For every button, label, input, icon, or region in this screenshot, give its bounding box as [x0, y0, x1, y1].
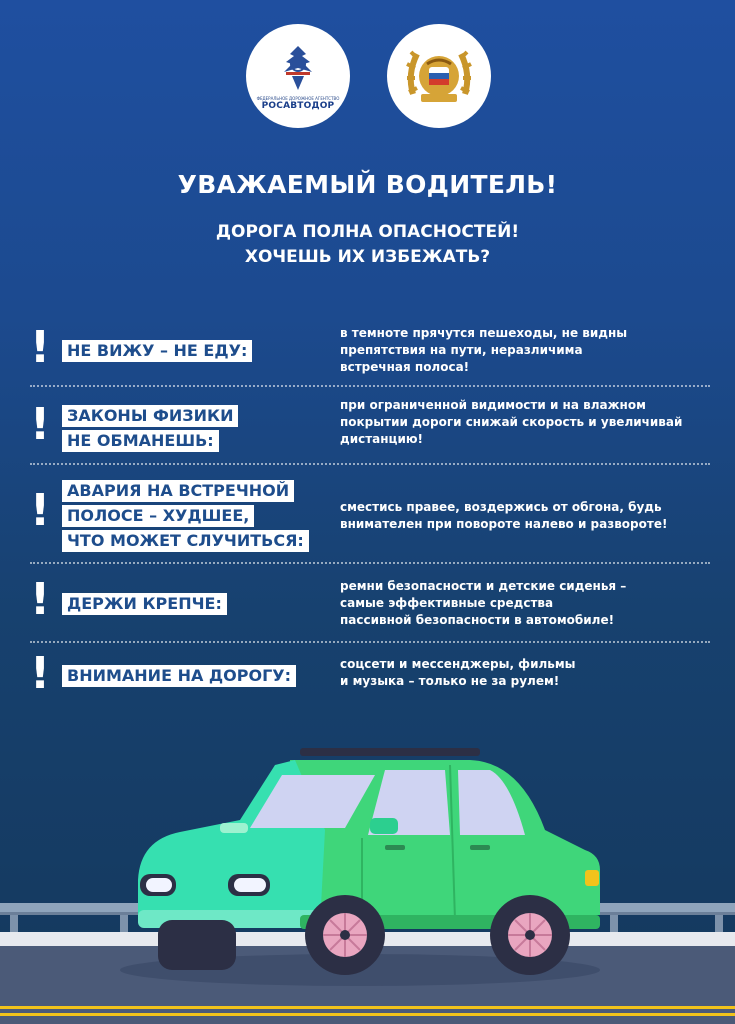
tip-label-line: НЕ ВИЖУ – НЕ ЕДУ:	[62, 340, 252, 362]
page-subtitle	[0, 220, 735, 270]
tip-description-line: встречная полоса!	[340, 360, 470, 374]
dotted-divider	[30, 562, 710, 564]
tip-description-line: самые эффективные средства	[340, 596, 554, 610]
tip-description-line: покрытии дороги снижай скорость и увеличивай	[340, 415, 683, 429]
exclamation-icon: !	[30, 322, 51, 373]
rosavtodor-emblem-icon	[276, 42, 320, 94]
exclamation-icon: !	[30, 574, 51, 625]
logo-agency-text: ФЕДЕРАЛЬНОЕ ДОРОЖНОЕ АГЕНТСТВО	[256, 95, 340, 101]
tip-label	[62, 480, 309, 555]
tip-description-line: в темноте прячутся пешеходы, не видны	[340, 326, 628, 340]
exclamation-icon: !	[30, 485, 51, 536]
tip-label-line: НЕ ОБМАНЕШЬ:	[62, 430, 219, 452]
tip-description-line: и музыка – только не за рулем!	[340, 674, 560, 688]
rear-wheel-right	[490, 895, 570, 975]
tip-description	[340, 578, 710, 629]
tip-description-line: пассивной безопасности в автомобиле!	[340, 613, 615, 627]
tip-description-line: соцсети и мессенджеры, фильмы	[340, 657, 576, 671]
tip-description-line: внимателен при повороте налево и развороте!	[340, 517, 668, 531]
car-illustration	[0, 720, 735, 1024]
page-title: УВАЖАЕМЫЙ ВОДИТЕЛЬ!	[177, 170, 558, 199]
headlight	[234, 878, 266, 892]
tip-description-line: дистанцию!	[340, 432, 423, 446]
tip-label	[62, 593, 227, 618]
exclamation-icon: !	[30, 648, 51, 699]
headlight	[146, 878, 172, 892]
tip-label-line: ЧТО МОЖЕТ СЛУЧИТЬСЯ:	[62, 530, 309, 552]
gibdd-logo	[387, 24, 491, 128]
subtitle-line: ДОРОГА ПОЛНА ОПАСНОСТЕЙ!	[215, 222, 520, 242]
tip-label	[62, 405, 238, 455]
tip-description	[340, 499, 710, 533]
rosavtodor-logo	[246, 24, 350, 128]
subtitle-line: ХОЧЕШЬ ИХ ИЗБЕЖАТЬ?	[244, 247, 491, 267]
tip-description-line: препятствия на пути, неразличима	[340, 343, 583, 357]
tip-description	[340, 656, 710, 690]
tip-label-line: ПОЛОСЕ – ХУДШЕЕ,	[62, 505, 254, 527]
tip-description	[340, 397, 710, 448]
tip-label-line: ЗАКОНЫ ФИЗИКИ	[62, 405, 238, 427]
tip-description-line: ремни безопасности и детские сиденья –	[340, 579, 627, 593]
exclamation-icon: !	[30, 399, 51, 450]
front-wheel	[158, 920, 236, 970]
tip-label	[62, 665, 296, 690]
tip-description	[340, 325, 710, 376]
gibdd-emblem-icon	[397, 34, 481, 118]
dotted-divider	[30, 641, 710, 643]
dotted-divider	[30, 463, 710, 465]
tail-light	[585, 870, 599, 886]
tip-label-line: АВАРИЯ НА ВСТРЕЧНОЙ	[62, 480, 294, 502]
tip-label-line: ВНИМАНИЕ НА ДОРОГУ:	[62, 665, 296, 687]
tip-description-line: сместись правее, воздержись от обгона, будь	[340, 500, 662, 514]
tip-label-line: ДЕРЖИ КРЕПЧЕ:	[62, 593, 227, 615]
logo-name: РОСАВТОДОР	[261, 100, 335, 111]
tip-label	[62, 340, 252, 365]
rear-wheel-left	[305, 895, 385, 975]
dotted-divider	[30, 385, 710, 387]
roof-rack	[300, 748, 480, 756]
tip-description-line: при ограниченной видимости и на влажном	[340, 398, 646, 412]
